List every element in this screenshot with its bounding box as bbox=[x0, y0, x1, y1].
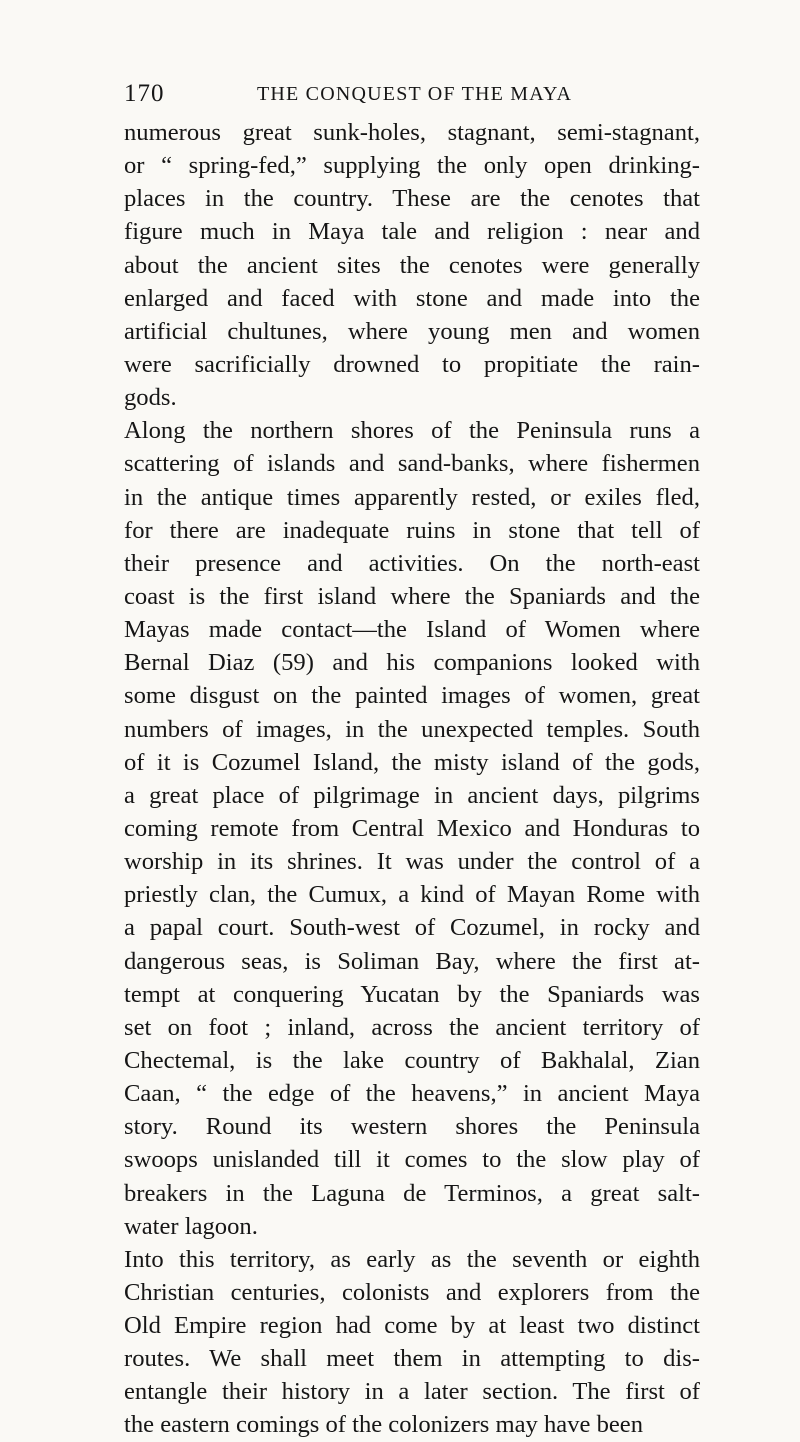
text-line: scattering of islands and sand-banks, where fishermen bbox=[124, 450, 700, 478]
text-line: breakers in the Laguna de Terminos, a great salt- bbox=[124, 1179, 700, 1207]
body-text bbox=[124, 116, 700, 1442]
text-line: Old Empire region had come by at least two distinct bbox=[124, 1312, 700, 1340]
text-line: set on foot ; inland, across the ancient territory of bbox=[124, 1013, 700, 1041]
text-line: coast is the first island where the Spaniards and the bbox=[124, 582, 700, 610]
text-line: worship in its shrines. It was under the control of a bbox=[124, 848, 700, 876]
text-line: Mayas made contact—the Island of Women where bbox=[124, 616, 700, 644]
text-line: numbers of images, in the unexpected temples. South bbox=[124, 715, 700, 743]
text-line: of it is Cozumel Island, the misty island of the gods, bbox=[124, 748, 700, 776]
text-line: dangerous seas, is Soliman Bay, where the first at- bbox=[124, 947, 700, 975]
running-title: THE CONQUEST OF THE MAYA bbox=[257, 83, 573, 105]
text-line: routes. We shall meet them in attempting to dis- bbox=[124, 1345, 700, 1373]
text-line: for there are inadequate ruins in stone that tell of bbox=[124, 516, 700, 544]
text-line: tempt at conquering Yucatan by the Spaniards was bbox=[124, 980, 700, 1008]
text-line: were sacrificially drowned to propitiate the rain- bbox=[124, 350, 700, 378]
text-line: figure much in Maya tale and religion : near and bbox=[124, 218, 700, 246]
text-line: entangle their history in a later section. The first of bbox=[124, 1378, 700, 1406]
text-line: enlarged and faced with stone and made into the bbox=[124, 284, 700, 312]
text-line: water lagoon. bbox=[124, 1212, 258, 1240]
text-line: a great place of pilgrimage in ancient days, pilgrims bbox=[124, 781, 700, 809]
text-line: places in the country. These are the cenotes that bbox=[124, 185, 700, 213]
text-line: Into this territory, as early as the seventh or eighth bbox=[124, 1245, 700, 1273]
text-line: story. Round its western shores the Peninsula bbox=[124, 1113, 700, 1141]
text-line: Bernal Diaz (59) and his companions looked with bbox=[124, 649, 700, 677]
text-line: a papal court. South-west of Cozumel, in rocky and bbox=[124, 914, 700, 942]
running-head bbox=[124, 80, 699, 114]
text-line: swoops unislanded till it comes to the slow play of bbox=[124, 1146, 700, 1174]
text-line: Chectemal, is the lake country of Bakhalal, Zian bbox=[124, 1046, 700, 1074]
text-line: Along the northern shores of the Peninsula runs a bbox=[124, 417, 700, 445]
text-line: priestly clan, the Cumux, a kind of Mayan Rome with bbox=[124, 881, 700, 909]
page-number: 170 bbox=[124, 80, 165, 107]
text-line: gods. bbox=[124, 384, 177, 412]
text-line: numerous great sunk-holes, stagnant, semi-stagnant, bbox=[124, 119, 700, 146]
paragraph bbox=[124, 414, 700, 1243]
text-line: artificial chultunes, where young men and women bbox=[124, 317, 700, 345]
text-line: about the ancient sites the cenotes were generally bbox=[124, 251, 700, 279]
text-line: some disgust on the painted images of women, great bbox=[124, 682, 700, 710]
text-line: Christian centuries, colonists and explorers from the bbox=[124, 1278, 700, 1306]
text-line: the eastern comings of the colonizers may have been bbox=[124, 1411, 644, 1439]
paragraph bbox=[124, 116, 700, 414]
text-line: coming remote from Central Mexico and Honduras to bbox=[124, 814, 700, 842]
text-line: their presence and activities. On the north-east bbox=[124, 549, 700, 577]
paragraph bbox=[124, 1243, 700, 1442]
text-line: Caan, “ the edge of the heavens,” in ancient Maya bbox=[124, 1080, 700, 1108]
text-line: in the antique times apparently rested, or exiles fled, bbox=[124, 483, 700, 511]
text-line: or “ spring-fed,” supplying the only open drinking- bbox=[124, 152, 700, 180]
